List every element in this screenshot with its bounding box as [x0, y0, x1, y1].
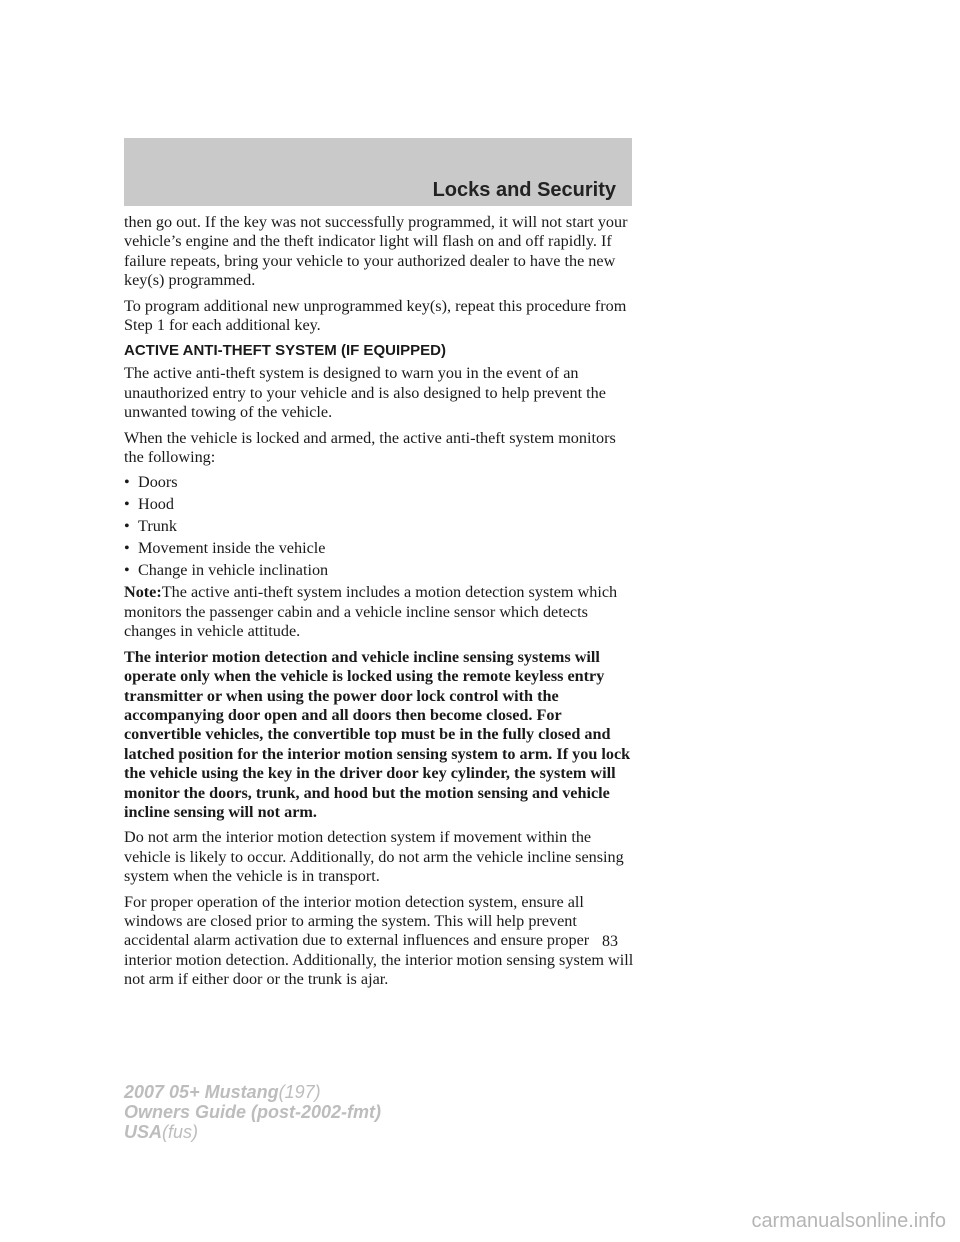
list-item-text: Change in vehicle inclination	[138, 561, 329, 580]
bullet-icon: •	[124, 495, 130, 514]
bullet-icon: •	[124, 561, 130, 580]
footer-model-code: (197)	[278, 1082, 321, 1102]
paragraph: For proper operation of the interior motion detection system, ensure all windows are closed prior to arming the system. This will help prevent accidental alarm activation due to external influences and ensure proper interior motion detection. Additionally, the interior motion sensing system will not arm if either door or the trunk is ajar.	[124, 892, 634, 989]
list-item-text: Trunk	[138, 517, 177, 536]
footer-line-2	[124, 1102, 381, 1122]
paragraph: Do not arm the interior motion detection system if movement within the vehicle is likely to occur. Additionally, do not arm the vehicle incline sensing system when the vehicle is in transport.	[124, 828, 624, 886]
list-item	[124, 561, 639, 580]
note-text: The active anti-theft system includes a motion detection system which monitors the passenger cabin and a vehicle incline sensor which detects changes in vehicle attitude.	[124, 583, 618, 641]
bullet-icon: •	[124, 473, 130, 492]
watermark: carmanualsonline.info	[751, 1210, 946, 1232]
section-title: Locks and Security	[432, 179, 616, 201]
footer-market: USA	[124, 1122, 163, 1142]
warning-paragraph: The interior motion detection and vehicle incline sensing systems will operate only when the vehicle is locked using the remote keyless entry transmitter or when using the power door lock control with the accompanying door open and all doors then become closed. For convertible vehicles, the convertible top must be in the fully closed and latched position for the interior motion sensing system to arm. If you lock the vehicle using the key in the driver door key cylinder, the system will monitor the doors, trunk, and hood but the motion sensing and vehicle incline sensing will not arm.	[124, 647, 631, 821]
footer-line-1	[124, 1082, 381, 1102]
list-item-text: Doors	[138, 473, 178, 492]
paragraph: The active anti-theft system is designed to warn you in the event of an unauthorized entry to your vehicle and is also designed to help prevent the unwanted towing of the vehicle.	[124, 364, 606, 422]
footer-line-3	[124, 1122, 381, 1142]
list-item	[124, 495, 639, 514]
bullet-icon: •	[124, 539, 130, 558]
list-item	[124, 473, 639, 492]
page-content	[124, 213, 639, 996]
document-footer	[124, 1082, 381, 1142]
section-header-band	[124, 138, 632, 206]
note-paragraph	[124, 583, 639, 641]
note-label: Note:	[124, 583, 162, 602]
list-item	[124, 517, 639, 536]
footer-guide: Owners Guide (post-2002-fmt)	[124, 1102, 382, 1122]
footer-model: 2007 05+ Mustang	[124, 1082, 279, 1102]
paragraph: When the vehicle is locked and armed, the active anti-theft system monitors the following:	[124, 428, 616, 467]
page-number: 83	[602, 933, 618, 950]
monitored-items-list	[124, 473, 639, 580]
list-item	[124, 539, 639, 558]
paragraph: then go out. If the key was not successfully programmed, it will not start your vehicle’s engine and the theft indicator light will flash on and off rapidly. If failure repeats, bring your vehicle to your authorized dealer to have the new key(s) programmed.	[124, 213, 628, 290]
section-heading: ACTIVE ANTI-THEFT SYSTEM (IF EQUIPPED)	[124, 342, 446, 360]
bullet-icon: •	[124, 517, 130, 536]
list-item-text: Movement inside the vehicle	[138, 539, 326, 558]
list-item-text: Hood	[138, 495, 174, 514]
paragraph: To program additional new unprogrammed key(s), repeat this procedure from Step 1 for each additional key.	[124, 296, 627, 335]
footer-market-code: (fus)	[162, 1122, 199, 1142]
